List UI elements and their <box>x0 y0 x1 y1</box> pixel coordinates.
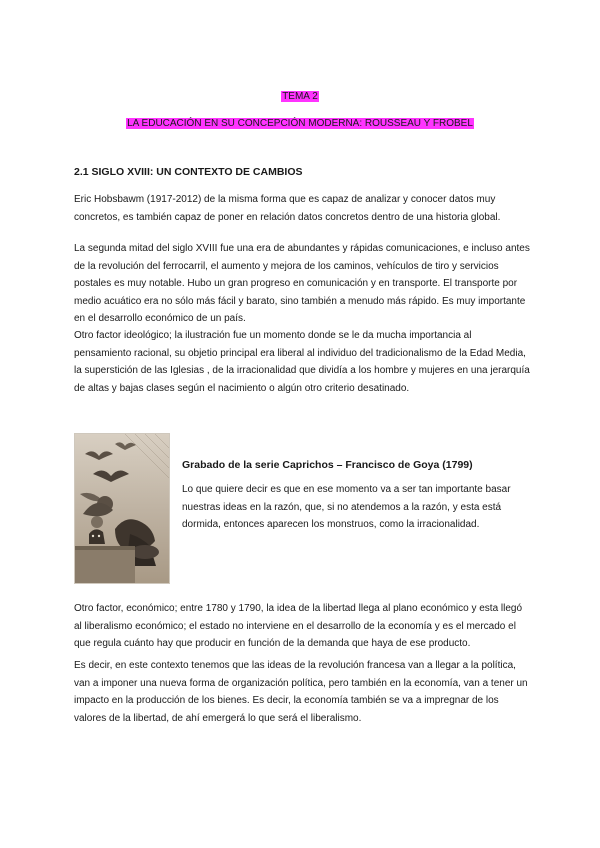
figure-caption-title: Grabado de la serie Caprichos – Francisco de Goya (1799) <box>182 459 473 471</box>
section-heading: 2.1 SIGLO XVIII: UN CONTEXTO DE CAMBIOS <box>74 166 303 178</box>
paragraph-ilustracion: Otro factor ideológico; la ilustración fue un momento donde se le da mucha importancia al pensamiento racional, su objetio principal era liberal al individuo del tradicionalismo de la Edad Media, la superstición de las Iglesias , de la irracionalidad que dividía a los hombre y mujeres en una jerarquía de altas y bajas clases según el nacimiento o algún otro criterio desatinado. <box>74 330 530 394</box>
document-subtitle <box>0 113 600 131</box>
tema-label: TEMA 2 <box>282 91 318 102</box>
paragraph-liberalismo: Es decir, en este contexto tenemos que las ideas de la revolución francesa van a llegar a la política, van a imponer una nueva forma de organización política, pero también en la economía, van a tener un impacto en la producción de los bienes. Es decir, la economía también se va a impregnar de los valores de la libertad, de ahí emergerá lo que será el liberalismo. <box>74 660 528 724</box>
goya-engraving-image <box>74 433 170 584</box>
paragraph-hobsbawm: Eric Hobsbawm (1917-2012) de la misma forma que es capaz de analizar y conocer datos muy concretos, es también capaz de poner en relación datos concretos dentro de una historia global. <box>74 194 501 223</box>
tema-title <box>0 86 600 104</box>
figure-caption-text: Lo que quiere decir es que en ese momento va a ser tan importante basar nuestras ideas en la razón, que, si no atendemos a la razón, y esta está dormida, entonces aparecen los monstruos, como la irracionalidad. <box>182 484 511 531</box>
subtitle-label: LA EDUCACIÓN EN SU CONCEPCIÓN MODERNA: ROUSSEAU Y FROBEL <box>127 118 473 129</box>
paragraph-economico: Otro factor, económico; entre 1780 y 1790, la idea de la libertad llega al plano económico y esta llegó al liberalismo económico; el estado no interviene en el desarrollo de la economía y es el mercado el que regula cuánto hay que producir en función de la demanda que haya de ese producto. <box>74 603 523 650</box>
paragraph-comunicaciones: La segunda mitad del siglo XVIII fue una era de abundantes y rápidas comunicaciones, e incluso antes de la revolución del ferrocarril, el aumento y mejora de los caminos, vehículos de tiro y servicios postales es muy notable. Hubo un gran progreso en comunicación y en transporte. El transporte por medio acuático era no sólo más fácil y barato, sino también a menudo más rápido. Es muy importante en el desarrollo económico de un país. <box>74 243 530 325</box>
